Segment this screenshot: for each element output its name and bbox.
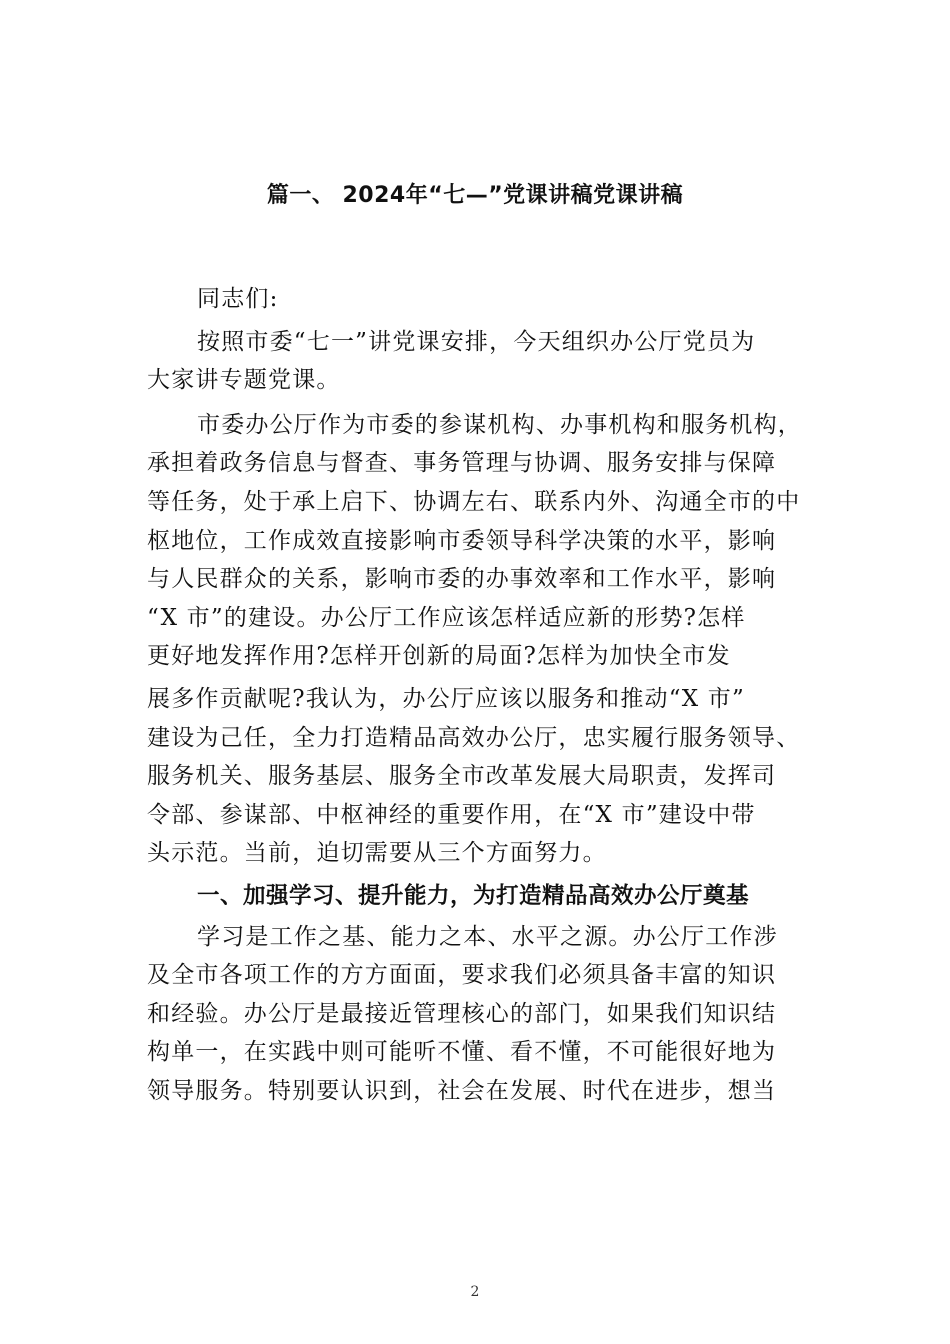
paragraph-line: 展多作贡献呢?我认为，办公厅应该以服务和推动“X 市” (147, 685, 745, 712)
salutation: 同志们: (197, 286, 279, 312)
page-number: 2 (470, 1284, 480, 1300)
paragraph-line: 按照市委“七一”讲党课安排，今天组织办公厅党员为 (197, 328, 756, 355)
paragraph-line: 及全市各项工作的方方面面，要求我们必须具备丰富的知识 (147, 962, 777, 989)
paragraph-line: 领导服务。特别要认识到，社会在发展、时代在进步，想当 (147, 1077, 777, 1104)
paragraph-line: 大家讲专题党课。 (147, 367, 341, 394)
section-heading: 一、加强学习、提升能力，为打造精品高效办公厅奠基 (197, 882, 750, 909)
document-title: 篇一、 2024年“七—”党课讲稿党课讲稿 (266, 183, 684, 208)
paragraph-line: 和经验。办公厅是最接近管理核心的部门，如果我们知识结 (147, 1000, 777, 1027)
paragraph-line: 学习是工作之基、能力之本、水平之源。办公厅工作涉 (197, 923, 778, 950)
paragraph-line: 承担着政务信息与督查、事务管理与协调、服务安排与保障 (147, 450, 777, 477)
paragraph-line: 建设为己任，全力打造精品高效办公厅，忠实履行服务领导、 (147, 724, 801, 751)
paragraph-line: 枢地位，工作成效直接影响市委领导科学决策的水平，影响 (147, 527, 777, 554)
paragraph-line: 令部、参谋部、中枢神经的重要作用，在“X 市”建设中带 (147, 801, 756, 828)
paragraph-line: 市委办公厅作为市委的参谋机构、办事机构和服务机构， (197, 411, 802, 438)
paragraph-line: 更好地发挥作用?怎样开创新的局面?怎样为加快全市发 (147, 643, 731, 670)
document-body (147, 280, 807, 1110)
paragraph-line: 构单一，在实践中则可能听不懂、看不懂，不可能很好地为 (147, 1039, 777, 1066)
paragraph-line: 与人民群众的关系，影响市委的办事效率和工作水平，影响 (147, 566, 777, 593)
paragraph-line: 头示范。当前，迫切需要从三个方面努力。 (147, 840, 607, 867)
paragraph-line: “X 市”的建设。办公厅工作应该怎样适应新的形势?怎样 (147, 604, 746, 631)
paragraph-line: 等任务，处于承上启下、协调左右、联系内外、沟通全市的中 (147, 488, 801, 515)
paragraph-line: 服务机关、服务基层、服务全市改革发展大局职责，发挥司 (147, 763, 777, 790)
